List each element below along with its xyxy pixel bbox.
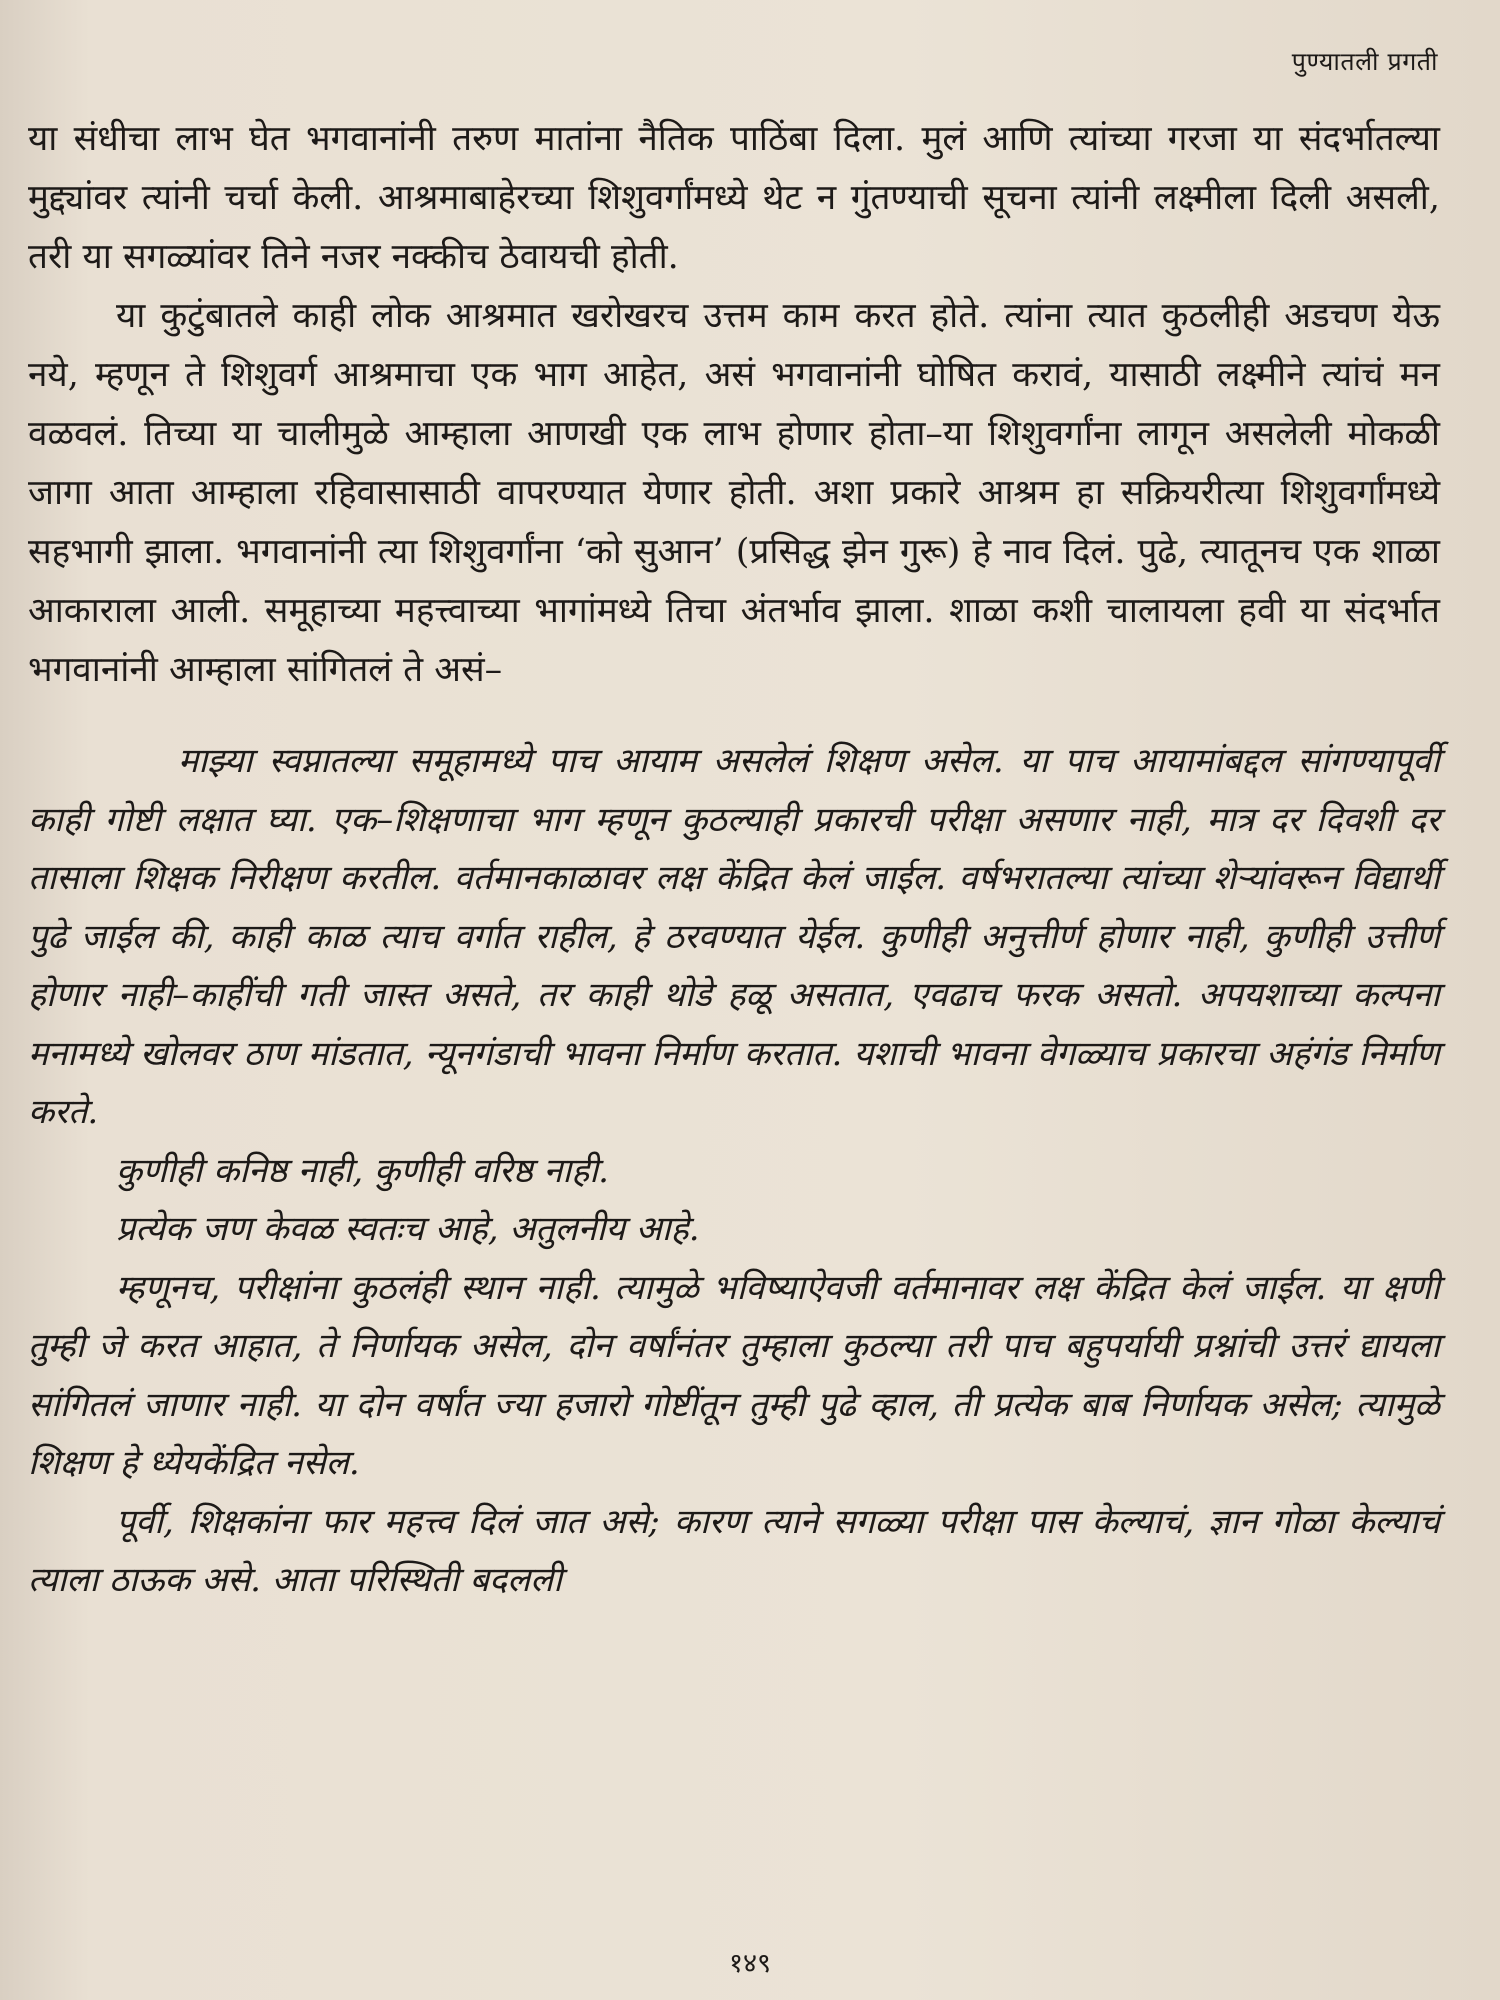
quote-paragraph: कुणीही कनिष्ठ नाही, कुणीही वरिष्ठ नाही. bbox=[116, 1150, 609, 1191]
quote-paragraph: पूर्वी, शिक्षकांना फार महत्त्व दिलं जात असे; कारण त्याने सगळ्या परीक्षा पास केल्याचं, ज्ञान गोळा केल्याचं त्याला ठाऊक असे. आता परिस्थिती बदलली bbox=[28, 1501, 1440, 1600]
quote-paragraph: म्हणूनच, परीक्षांना कुठलंही स्थान नाही. त्यामुळे भविष्याऐवजी वर्तमानावर लक्ष केंद्रित केलं जाईल. या क्षणी तुम्ही जे करत आहात, ते निर्णायक असेल, दोन वर्षांनंतर तुम्हाला कुठल्या तरी पाच बहुपर्यायी प्रश्नांची उत्तरं द्यायला सांगितलं जाणार नाही. या दोन वर्षांत ज्या हजारो गोष्टींतून तुम्ही पुढे व्हाल, ती प्रत्येक बाब निर्णायक असेल; त्यामुळे शिक्षण हे ध्येयकेंद्रित नसेल. bbox=[28, 1267, 1440, 1483]
body-text bbox=[28, 110, 1440, 1610]
paragraph: या कुटुंबातले काही लोक आश्रमात खरोखरच उत्तम काम करत होते. त्यांना त्यात कुठलीही अडचण येऊ नये, म्हणून ते शिशुवर्ग आश्रमाचा एक भाग आहेत, असं भगवानांनी घोषित करावं, यासाठी लक्ष्मीने त्यांचं मन वळवलं. तिच्या या चालीमुळे आम्हाला आणखी एक लाभ होणार होता–या शिशुवर्गांना लागून असलेली मोकळी जागा आता आम्हाला रहिवासासाठी वापरण्यात येणार होती. अशा प्रकारे आश्रम हा सक्रियरीत्या शिशुवर्गांमध्ये सहभागी झाला. भगवानांनी त्या शिशुवर्गांना ‘को सुआन’ (प्रसिद्ध झेन गुरू) हे नाव दिलं. पुढे, त्यातूनच एक शाळा आकाराला आली. समूहाच्या महत्त्वाच्या भागांमध्ये तिचा अंतर्भाव झाला. शाळा कशी चालायला हवी या संदर्भात भगवानांनी आम्हाला सांगितलं ते असं– bbox=[28, 296, 1440, 690]
running-head: पुण्यातली प्रगती bbox=[1291, 47, 1438, 76]
narrative-section bbox=[28, 110, 1440, 700]
page-number: १४९ bbox=[728, 1948, 772, 1979]
quoted-passage bbox=[28, 732, 1440, 1610]
quote-paragraph: प्रत्येक जण केवळ स्वतःच आहे, अतुलनीय आहे. bbox=[116, 1209, 700, 1249]
paragraph: या संधीचा लाभ घेत भगवानांनी तरुण मातांना नैतिक पाठिंबा दिला. मुलं आणि त्यांच्या गरजा या संदर्भातल्या मुद्द्यांवर त्यांनी चर्चा केली. आश्रमाबाहेरच्या शिशुवर्गांमध्ये थेट न गुंतण्याची सूचना त्यांनी लक्ष्मीला दिली असली, तरी या सगळ्यांवर तिने नजर नक्कीच ठेवायची होती. bbox=[28, 119, 1440, 277]
quote-paragraph: माझ्या स्वप्नातल्या समूहामध्ये पाच आयाम असलेलं शिक्षण असेल. या पाच आयामांबद्दल सांगण्यापूर्वी काही गोष्टी लक्षात घ्या. एक–शिक्षणाचा भाग म्हणून कुठल्याही प्रकारची परीक्षा असणार नाही, मात्र दर दिवशी दर तासाला शिक्षक निरीक्षण करतील. वर्तमानकाळावर लक्ष केंद्रित केलं जाईल. वर्षभरातल्या त्यांच्या शेऱ्यांवरून विद्यार्थी पुढे जाईल की, काही काळ त्याच वर्गात राहील, हे ठरवण्यात येईल. कुणीही अनुत्तीर्ण होणार नाही, कुणीही उत्तीर्ण होणार नाही–काहींची गती जास्त असते, तर काही थोडे हळू असतात, एवढाच फरक असतो. अपयशाच्या कल्पना मनामध्ये खोलवर ठाण मांडतात, न्यूनगंडाची भावना निर्माण करतात. यशाची भावना वेगळ्याच प्रकारचा अहंगंड निर्माण करते. bbox=[28, 741, 1440, 1132]
